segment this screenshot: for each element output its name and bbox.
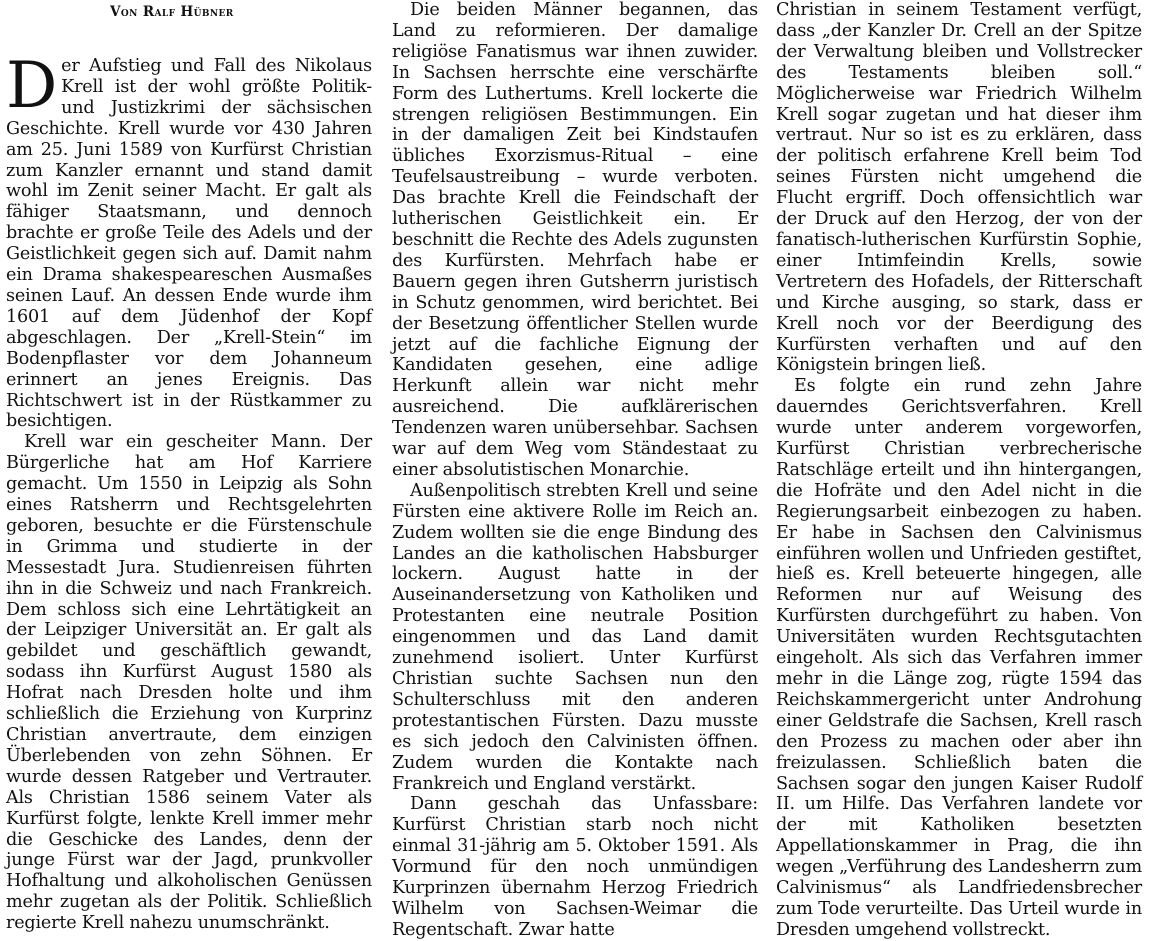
article-paragraph: Außenpolitisch strebten Krell und seine Fürsten eine aktivere Rolle im Reich an. Zudem wollten sie die enge Bindung des Landes an die katholischen Habsburger lockern. August hatte in der Auseinandersetzung von Katholiken und Protestanten eine neutrale Position eingenommen und das Land damit zunehmend isoliert. Unter Kurfürst Christian suchte Sachsen nun den Schulterschluss mit den anderen protestantischen Fürsten. Dazu musste es sich jedoch den Calvinisten öffnen. Zudem wurden die Kontakte nach Frankreich und England verstärkt. bbox=[392, 480, 758, 794]
article-column-3 bbox=[776, 0, 1142, 940]
article-column-1 bbox=[6, 0, 372, 934]
author-byline: Von Ralf Hübner bbox=[110, 4, 234, 20]
article-paragraph bbox=[6, 49, 372, 432]
paragraph-text: er Aufstieg und Fall des Nikolaus Krell ist der wohl größte Politik- und Justizkrimi der sächsischen Geschichte. Krell wurde vor 430 Jahren am 25. Juni 1589 von Kurfürst Christian zum Kanzler ernannt und stand damit wohl im Zenit seiner Macht. Er galt als fähiger Staatsmann, und dennoch brachte er große Teile des Adels und der Geistlichkeit gegen sich auf. Damit nahm ein Drama shakespeareschen Ausmaßes seinen Lauf. An dessen Ende wurde ihm 1601 auf dem Jüdenhof der Kopf abgeschlagen. Der „Krell-Stein“ im Bodenpflaster vor dem Johanneum erinnert an jenes Ereignis. Das Richtschwert ist in der Rüstkammer zu besichtigen. bbox=[6, 56, 372, 432]
drop-cap: D bbox=[6, 49, 58, 123]
article-paragraph: Die beiden Männer begannen, das Land zu reformieren. Der damalige religiöse Fanatismus war ihnen zuwider. In Sachsen herrschte eine verschärfte Form des Luthertums. Krell lockerte die strengen religiösen Bestimmungen. Ein in der damaligen Zeit bei Kindstaufen übliches Exorzismus-Ritual – eine Teufelsaustreibung – wurde verboten. Das brachte Krell die Feindschaft der lutherischen Geistlichkeit ein. Er beschnitt die Rechte des Adels zugunsten des Kurfürsten. Mehrfach habe er Bauern gegen ihren Gutsherrn juristisch in Schutz genommen, wird berichtet. Bei der Besetzung öffentlicher Stellen wurde jetzt auf die fachliche Eignung der Kandidaten gesehen, eine adlige Herkunft allein war nicht mehr ausreichend. Die aufklärerischen Tendenzen waren unübersehbar. Sachsen war auf dem Weg vom Ständestaat zu einer absolutistischen Monarchie. bbox=[392, 0, 758, 480]
article-paragraph: Christian in seinem Testament verfügt, dass „der Kanzler Dr. Crell an der Spitze der Verwaltung bleiben und Vollstrecker des Testaments bleiben soll.“ Möglicherweise war Friedrich Wilhelm Krell sogar zugetan und hat dieser ihm vertraut. Nur so ist es zu erklären, dass der politisch erfahrene Krell beim Tod seines Fürsten nicht umgehend die Flucht ergriff. Doch offensichtlich war der Druck auf den Herzog, der von der fanatisch-lutherischen Kurfürstin Sophie, einer Intimfeindin Krells, sowie Vertretern des Hofadels, der Ritterschaft und Kirche ausging, so stark, dass er Krell noch vor der Beerdigung des Kurfürsten verhaften und auf den Königstein bringen ließ. bbox=[776, 0, 1142, 376]
article-paragraph: Es folgte ein rund zehn Jahre dauerndes Gerichtsverfahren. Krell wurde unter anderem vorgeworfen, Kurfürst Christian verbrecherische Ratschläge erteilt und ihn hintergangen, die Hofräte und den Adel nicht in die Regierungsarbeit einbezogen zu haben. Er habe in Sachsen den Calvinismus einführen wollen und Unfrieden gestiftet, hieß es. Krell beteuerte hingegen, alle Reformen nur auf Weisung des Kurfürsten durchgeführt zu haben. Von Universitäten wurden Rechtsgutachten eingeholt. Als sich das Verfahren immer mehr in die Länge zog, rügte 1594 das Reichskammergericht unter Androhung einer Geldstrafe die Sachsen, Krell rasch den Prozess zu machen oder aber ihn freizulassen. Schließlich baten die Sachsen sogar den jungen Kaiser Rudolf II. um Hilfe. Das Verfahren landete vor der mit Katholiken besetzten Appellationskammer in Prag, die ihn wegen „Verführung des Landesherrn zum Calvinismus“ als Landfriedensbrecher zum Tode verurteilte. Das Urteil wurde in Dresden umgehend vollstreckt. bbox=[776, 376, 1142, 940]
article-paragraph: Krell war ein gescheiter Mann. Der Bürgerliche hat am Hof Karriere gemacht. Um 1550 in Leipzig als Sohn eines Ratsherrn und Rechtsgelehrten geboren, besuchte er die Fürstenschule in Grimma und studierte in der Messestadt Jura. Studienreisen führten ihn in die Schweiz und nach Frankreich. Dem schloss sich eine Lehrtätigkeit an der Leipziger Universität an. Er galt als gebildet und geschäftlich gewandt, sodass ihn Kurfürst August 1580 als Hofrat nach Dresden holte und ihm schließlich die Erziehung von Kurprinz Christian anvertraute, dem einzigen Überlebenden von zehn Söhnen. Er wurde dessen Ratgeber und Vertrauter. Als Christian 1586 seinem Vater als Kurfürst folgte, lenkte Krell immer mehr die Geschicke des Landes, denn der junge Fürst war der Jagd, prunkvoller Hofhaltung und alkoholischen Genüssen mehr zugetan als der Politik. Schließlich regierte Krell nahezu unumschränkt. bbox=[6, 432, 372, 934]
article-column-2 bbox=[392, 0, 758, 940]
article-paragraph: Dann geschah das Unfassbare: Kurfürst Christian starb noch nicht einmal 31-jährig am 5. Oktober 1591. Als Vormund für den noch unmündigen Kurprinzen übernahm Herzog Friedrich Wilhelm von Sachsen-Weimar die Regentschaft. Zwar hatte bbox=[392, 794, 758, 940]
